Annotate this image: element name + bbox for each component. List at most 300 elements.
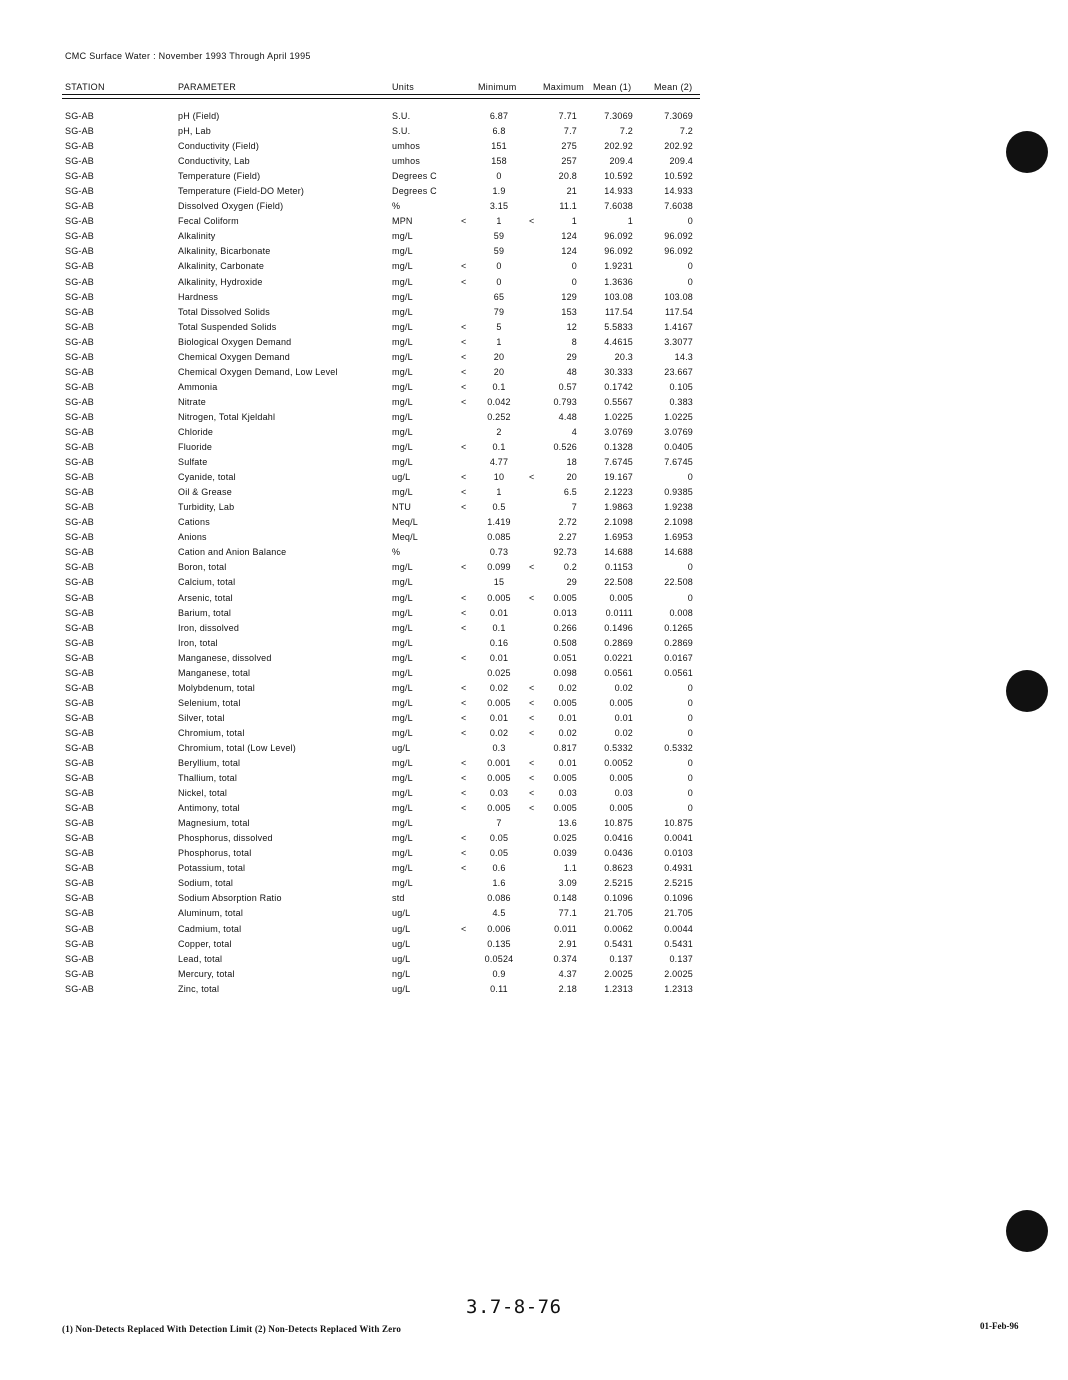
units-cell: mg/L [392,592,413,603]
minimum-cell: 0.01 [489,712,509,723]
mean1-cell: 1.3636 [604,276,633,287]
table-row [0,696,720,711]
minimum-cell: 0.005 [487,592,511,603]
parameter-cell: Boron, total [178,562,227,573]
minimum-cell: 151 [491,141,507,152]
maximum-cell: 2.72 [558,517,577,528]
mean1-cell: 3.0769 [604,426,633,437]
minimum-cell: 1.6 [492,878,506,889]
mean1-cell: 7.3069 [604,111,633,121]
mean2-cell: 2.1098 [664,517,693,528]
minimum-cell: 15 [493,577,505,588]
station-cell: SG-AB [65,291,95,302]
print-date: 01-Feb-96 [980,1321,1019,1331]
units-cell: mg/L [392,637,413,648]
units-cell: mg/L [392,246,413,257]
maximum-cell: 0.005 [553,773,577,784]
units-cell: % [392,201,401,212]
units-cell: S.U. [392,126,411,137]
parameter-cell: Alkalinity, Hydroxide [178,276,263,287]
maximum-cell: 0.817 [553,742,577,753]
min-qualifier: < [461,727,467,738]
table-row [0,967,720,982]
min-qualifier: < [461,697,467,708]
minimum-cell: 0.0524 [484,953,514,964]
table-row [0,154,720,169]
minimum-cell: 0.085 [487,532,511,543]
units-cell: std [392,893,405,904]
min-qualifier: < [461,788,467,799]
mean2-cell: 14.933 [664,186,693,197]
min-qualifier: < [461,652,467,663]
mean2-cell: 1.6953 [664,532,693,543]
parameter-cell: Hardness [178,291,219,302]
minimum-cell: 0.099 [487,562,511,573]
station-cell: SG-AB [65,171,95,182]
table-row [0,335,720,350]
mean2-cell: 0 [687,216,693,227]
mean2-cell: 1.9238 [664,502,693,513]
mean1-cell: 0.0416 [604,833,633,844]
maximum-cell: 0.148 [553,893,577,904]
units-cell: Degrees C [392,171,437,182]
mean1-cell: 0.1742 [604,381,633,392]
table-row [0,591,720,606]
maximum-cell: 2.91 [558,938,577,949]
parameter-cell: Phosphorus, total [178,848,252,859]
min-qualifier: < [461,472,467,483]
units-cell: umhos [392,141,421,152]
minimum-cell: 10 [493,472,505,483]
min-qualifier: < [461,442,467,453]
station-cell: SG-AB [65,126,95,137]
units-cell: mg/L [392,231,413,242]
mean1-cell: 30.333 [604,366,633,377]
table-row [0,124,720,139]
min-qualifier: < [461,216,467,227]
mean1-cell: 0.8623 [604,863,633,874]
table-row [0,380,720,395]
table-row [0,711,720,726]
min-qualifier: < [461,336,467,347]
table-row [0,365,720,380]
minimum-cell: 0.042 [487,396,511,407]
parameter-cell: Total Suspended Solids [178,321,277,332]
mean1-cell: 7.2 [619,126,633,137]
station-cell: SG-AB [65,562,95,573]
station-cell: SG-AB [65,381,95,392]
station-cell: SG-AB [65,472,95,483]
max-qualifier: < [529,773,535,784]
minimum-cell: 2 [496,426,502,437]
station-cell: SG-AB [65,833,95,844]
table-row [0,214,720,229]
table-row [0,651,720,666]
maximum-cell: 3.09 [558,878,577,889]
mean2-cell: 0.0044 [664,923,693,934]
mean2-cell: 96.092 [664,246,693,257]
mean2-cell: 0.4931 [664,863,693,874]
maximum-cell: 0.374 [553,953,577,964]
mean1-cell: 0.02 [614,727,633,738]
mean1-cell: 0.01 [614,712,633,723]
min-qualifier: < [461,276,467,287]
mean2-cell: 3.0769 [664,426,693,437]
maximum-cell: 20 [566,472,577,483]
table-row [0,350,720,365]
parameter-cell: Chemical Oxygen Demand, Low Level [178,366,338,377]
table-row [0,515,720,530]
station-cell: SG-AB [65,923,95,934]
parameter-cell: Alkalinity [178,231,216,242]
mean2-cell: 7.6038 [664,201,693,212]
minimum-cell: 59 [493,231,505,242]
max-qualifier: < [529,562,535,573]
parameter-cell: Turbidity, Lab [178,502,235,513]
maximum-cell: 0.02 [558,727,577,738]
minimum-cell: 1 [496,336,502,347]
header-rule-bottom [62,98,700,99]
parameter-cell: Chromium, total (Low Level) [178,742,296,753]
station-cell: SG-AB [65,863,95,874]
parameter-cell: Nitrate [178,396,206,407]
mean2-cell: 1.4167 [664,321,693,332]
header-units: Units [392,82,415,92]
minimum-cell: 0.3 [492,742,506,753]
mean2-cell: 2.0025 [664,968,693,979]
minimum-cell: 5 [496,321,502,332]
mean1-cell: 0.0111 [605,607,633,618]
minimum-cell: 0 [496,261,502,272]
station-cell: SG-AB [65,246,95,257]
minimum-cell: 0.1 [492,381,506,392]
minimum-cell: 0.16 [489,637,509,648]
station-cell: SG-AB [65,983,95,994]
mean2-cell: 0.0561 [664,667,693,678]
maximum-cell: 0.011 [554,923,577,934]
mean1-cell: 0.1096 [604,893,633,904]
mean1-cell: 0.005 [609,773,633,784]
units-cell: mg/L [392,863,413,874]
table-row [0,244,720,259]
mean1-cell: 0.005 [609,803,633,814]
table-row [0,290,720,305]
maximum-cell: 2.18 [558,983,577,994]
parameter-cell: Manganese, dissolved [178,652,272,663]
mean2-cell: 0.1096 [664,893,693,904]
minimum-cell: 0.001 [487,758,511,769]
mean1-cell: 1.9863 [604,502,633,513]
units-cell: mg/L [392,727,413,738]
parameter-cell: Silver, total [178,712,225,723]
maximum-cell: 12 [566,321,577,332]
table-row [0,952,720,967]
maximum-cell: 29 [566,351,577,362]
station-cell: SG-AB [65,848,95,859]
max-qualifier: < [529,788,535,799]
maximum-cell: 0.005 [553,592,577,603]
mean2-cell: 0 [687,697,693,708]
header-maximum: Maximum [543,82,585,92]
station-cell: SG-AB [65,622,95,633]
units-cell: ug/L [392,742,411,753]
mean2-cell: 0.383 [669,396,693,407]
maximum-cell: 0.57 [558,381,577,392]
mean2-cell: 22.508 [664,577,693,588]
parameter-cell: Temperature (Field-DO Meter) [178,186,305,197]
parameter-cell: Oil & Grease [178,487,232,498]
mean2-cell: 0.9385 [664,487,693,498]
mean1-cell: 96.092 [604,246,633,257]
minimum-cell: 79 [493,306,505,317]
units-cell: ng/L [392,968,411,979]
mean1-cell: 0.5332 [604,742,633,753]
mean1-cell: 0.137 [609,953,633,964]
mean2-cell: 0.137 [669,953,693,964]
minimum-cell: 4.5 [492,908,506,919]
maximum-cell: 8 [571,336,577,347]
maximum-cell: 77.1 [558,908,577,919]
minimum-cell: 1.419 [487,517,511,528]
table-row [0,184,720,199]
data-table [0,109,720,997]
parameter-cell: Iron, dissolved [178,622,240,633]
maximum-cell: 275 [561,141,577,152]
parameter-cell: Fluoride [178,442,213,453]
mean1-cell: 0.5567 [604,396,633,407]
station-cell: SG-AB [65,788,95,799]
mean1-cell: 14.933 [604,186,633,197]
station-cell: SG-AB [65,547,95,558]
table-row [0,455,720,470]
units-cell: Degrees C [392,186,437,197]
mean2-cell: 209.4 [669,156,693,167]
maximum-cell: 0 [571,276,577,287]
units-cell: mg/L [392,396,413,407]
table-row [0,876,720,891]
units-cell: mg/L [392,457,413,468]
parameter-cell: Dissolved Oxygen (Field) [178,201,284,212]
table-row [0,891,720,906]
minimum-cell: 3.15 [489,201,509,212]
parameter-cell: pH, Lab [178,126,211,137]
units-cell: ug/L [392,472,411,483]
station-cell: SG-AB [65,396,95,407]
mean1-cell: 21.705 [604,908,633,919]
units-cell: ug/L [392,983,411,994]
mean2-cell: 0 [687,727,693,738]
maximum-cell: 20.8 [558,171,577,182]
parameter-cell: Anions [178,532,207,543]
header-station: STATION [65,82,105,92]
mean1-cell: 0.5431 [604,938,633,949]
table-row [0,500,720,515]
parameter-cell: Cation and Anion Balance [178,547,287,558]
maximum-cell: 0 [571,261,577,272]
parameter-cell: Thallium, total [178,773,238,784]
station-cell: SG-AB [65,908,95,919]
units-cell: mg/L [392,306,413,317]
maximum-cell: 0.013 [553,607,577,618]
max-qualifier: < [529,682,535,693]
units-cell: ug/L [392,953,411,964]
minimum-cell: 6.8 [492,126,506,137]
units-cell: mg/L [392,291,413,302]
min-qualifier: < [461,487,467,498]
mean2-cell: 0.008 [669,607,693,618]
minimum-cell: 20 [493,366,505,377]
minimum-cell: 0.025 [487,667,511,678]
mean2-cell: 0 [687,592,693,603]
max-qualifier: < [529,697,535,708]
station-cell: SG-AB [65,968,95,979]
header-mean1: Mean (1) [593,82,632,92]
maximum-cell: 129 [561,291,577,302]
units-cell: mg/L [392,803,413,814]
mean1-cell: 10.592 [604,171,633,182]
mean1-cell: 14.688 [604,547,633,558]
min-qualifier: < [461,758,467,769]
parameter-cell: Potassium, total [178,863,246,874]
min-qualifier: < [461,773,467,784]
units-cell: mg/L [392,622,413,633]
station-cell: SG-AB [65,336,95,347]
parameter-cell: Calcium, total [178,577,236,588]
maximum-cell: 18 [566,457,577,468]
table-row [0,575,720,590]
maximum-cell: 124 [561,231,577,242]
mean1-cell: 209.4 [609,156,633,167]
units-cell: mg/L [392,697,413,708]
mean2-cell: 10.592 [664,171,693,182]
units-cell: mg/L [392,487,413,498]
minimum-cell: 0.11 [490,983,508,994]
table-row [0,982,720,997]
maximum-cell: 11.1 [559,201,577,212]
minimum-cell: 0.05 [489,848,509,859]
minimum-cell: 0.1 [492,442,506,453]
minimum-cell: 1.9 [492,186,506,197]
units-cell: mg/L [392,411,413,422]
mean1-cell: 2.5215 [604,878,633,889]
table-row [0,621,720,636]
minimum-cell: 6.87 [489,111,509,121]
units-cell: mg/L [392,426,413,437]
parameter-cell: Cyanide, total [178,472,236,483]
mean2-cell: 7.6745 [664,457,693,468]
table-row [0,109,720,124]
table-row [0,786,720,801]
table-row [0,199,720,214]
header-minimum: Minimum [478,82,517,92]
units-cell: mg/L [392,366,413,377]
min-qualifier: < [461,712,467,723]
mean2-cell: 1.0225 [664,411,693,422]
parameter-cell: Alkalinity, Bicarbonate [178,246,271,257]
mean1-cell: 20.3 [614,351,633,362]
station-cell: SG-AB [65,938,95,949]
maximum-cell: 124 [561,246,577,257]
maximum-cell: 0.005 [553,803,577,814]
maximum-cell: 21 [566,186,577,197]
parameter-cell: Chemical Oxygen Demand [178,351,290,362]
min-qualifier: < [461,803,467,814]
units-cell: S.U. [392,111,411,121]
min-qualifier: < [461,396,467,407]
minimum-cell: 0.02 [489,682,509,693]
mean1-cell: 1 [627,216,633,227]
header-parameter: PARAMETER [178,82,237,92]
mean1-cell: 22.508 [604,577,633,588]
station-cell: SG-AB [65,351,95,362]
station-cell: SG-AB [65,306,95,317]
mean1-cell: 2.1223 [604,487,633,498]
mean1-cell: 0.0221 [604,652,633,663]
parameter-cell: Conductivity (Field) [178,141,260,152]
station-cell: SG-AB [65,141,95,152]
mean1-cell: 0.1328 [604,442,633,453]
mean2-cell: 0 [687,773,693,784]
mean1-cell: 2.1098 [604,517,633,528]
mean1-cell: 0.0052 [604,758,633,769]
max-qualifier: < [529,472,535,483]
units-cell: mg/L [392,562,413,573]
parameter-cell: Barium, total [178,607,232,618]
mean1-cell: 0.005 [609,592,633,603]
units-cell: MPN [392,216,413,227]
mean2-cell: 0 [687,712,693,723]
minimum-cell: 0 [496,276,502,287]
mean2-cell: 0 [687,472,693,483]
header-mean2: Mean (2) [654,82,693,92]
parameter-cell: Chromium, total [178,727,245,738]
maximum-cell: 0.508 [553,637,577,648]
maximum-cell: 153 [561,306,577,317]
units-cell: mg/L [392,351,413,362]
mean2-cell: 0.0167 [664,652,693,663]
station-cell: SG-AB [65,773,95,784]
minimum-cell: 1 [496,216,502,227]
units-cell: mg/L [392,261,413,272]
mean1-cell: 1.6953 [604,532,633,543]
table-row [0,861,720,876]
max-qualifier: < [529,712,535,723]
punch-hole [1006,131,1048,173]
maximum-cell: 6.5 [563,487,577,498]
parameter-cell: pH (Field) [178,111,220,121]
units-cell: ug/L [392,908,411,919]
parameter-cell: Zinc, total [178,983,220,994]
station-cell: SG-AB [65,652,95,663]
maximum-cell: 1 [571,216,577,227]
parameter-cell: Chloride [178,426,214,437]
maximum-cell: 4.48 [558,411,577,422]
table-row [0,846,720,861]
mean2-cell: 0 [687,276,693,287]
table-row [0,922,720,937]
units-cell: mg/L [392,712,413,723]
min-qualifier: < [461,502,467,513]
max-qualifier: < [529,216,535,227]
maximum-cell: 7.71 [558,111,577,121]
parameter-cell: Aluminum, total [178,908,244,919]
mean1-cell: 0.1496 [604,622,633,633]
units-cell: mg/L [392,577,413,588]
mean2-cell: 117.54 [664,306,693,317]
maximum-cell: 0.005 [553,697,577,708]
mean1-cell: 202.92 [604,141,633,152]
table-row [0,395,720,410]
